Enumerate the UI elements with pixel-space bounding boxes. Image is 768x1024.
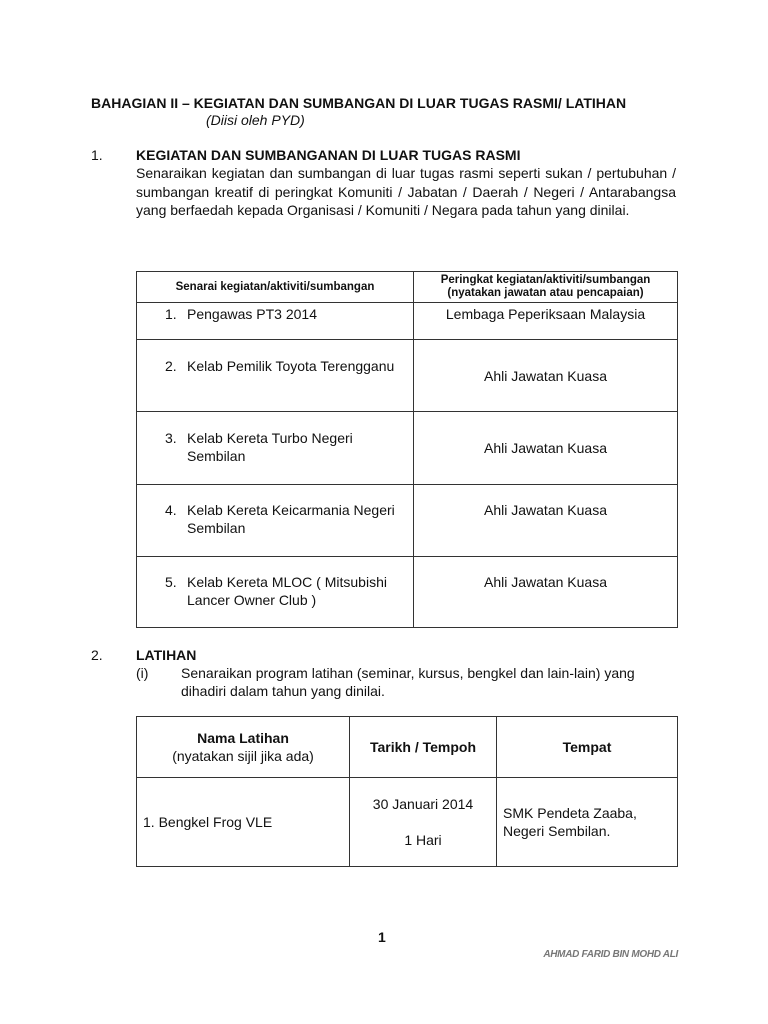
activity-cell [137,340,414,412]
table-row [137,485,678,557]
page-subtitle: (Diisi oleh PYD) [206,112,305,128]
table-header-row [137,717,678,778]
level-cell [414,340,678,412]
activity-name: Kelab Kereta Turbo Negeri Sembilan [187,430,353,464]
table-row [137,557,678,628]
table-row [137,412,678,485]
page-title: BAHAGIAN II – KEGIATAN DAN SUMBANGAN DI LUAR TUGAS RASMI/ LATIHAN [91,95,627,111]
activity-cell [137,412,414,485]
level-text: Ahli Jawatan Kuasa [484,502,607,518]
activity-name: Kelab Pemilik Toyota Terengganu [187,358,395,374]
activity-name: Kelab Kereta Keicarmania Negeri Sembilan [187,502,395,536]
activity-number: 3. [165,430,177,446]
activity-name: Kelab Kereta MLOC ( Mitsubishi Lancer Owner Club ) [187,574,387,608]
level-text: Ahli Jawatan Kuasa [484,574,607,590]
subsection-number: (i) [136,665,149,681]
training-duration: 1 Hari [404,832,442,848]
place-cell [497,778,678,867]
training-place: SMK Pendeta Zaaba, Negeri Sembilan. [503,805,637,839]
activity-number: 2. [165,358,177,374]
level-text: Ahli Jawatan Kuasa [484,440,607,456]
table-row [137,340,678,412]
activity-number: 1. [165,306,177,322]
subsection-text: Senaraikan program latihan (seminar, kursus, bengkel dan lain-lain) yang dihadiri dalam tahun yang dinilai. [181,665,635,699]
activity-name: Pengawas PT3 2014 [187,306,317,322]
activity-cell [137,485,414,557]
section-2-title: LATIHAN [136,647,197,663]
section-2-number: 2. [91,647,103,663]
activity-number: 4. [165,502,177,518]
training-name-cell [137,778,350,867]
activity-cell [137,557,414,628]
level-header-line-1: Peringkat kegiatan/aktiviti/sumbangan [440,274,651,286]
section-1-description: Senaraikan kegiatan dan sumbangan di luar tugas rasmi seperti sukan / pertubuhan / sumbangan kreatif di peringkat Komuniti / Jabatan / Daerah / Negeri / Antarabangsa yang berfaedah kepada Organisasi / Komuniti / Negara pada tahun yang dinilai. [136,165,676,218]
level-text: Ahli Jawatan Kuasa [484,367,607,384]
level-cell [414,485,678,557]
date-cell [350,778,497,867]
activity-column-header: Senarai kegiatan/aktiviti/sumbangan [137,272,414,303]
page-number: 1 [378,929,386,945]
level-header-line-2: (nyatakan jawatan atau pencapaian) [447,287,644,299]
place-header: Tempat [497,717,678,778]
date-header: Tarikh / Tempoh [350,717,497,778]
section-1-number: 1. [91,147,103,163]
training-date: 30 Januari 2014 [372,796,474,812]
activity-table [136,271,678,628]
table-header-row [137,272,678,303]
author-footer: AHMAD FARID BIN MOHD ALI [543,949,678,960]
training-name-header-hint: (nyatakan sijil jika ada) [172,748,314,764]
level-cell [414,412,678,485]
table-row [137,778,678,867]
training-name-header [137,717,350,778]
activity-number: 5. [165,574,177,590]
training-name-header-label: Nama Latihan [197,730,289,746]
level-cell [414,557,678,628]
training-table [136,716,678,867]
level-text: Lembaga Peperiksaan Malaysia [445,306,646,322]
table-row [137,303,678,340]
activity-cell [137,303,414,340]
training-name: 1. Bengkel Frog VLE [143,814,273,830]
level-column-header [414,272,678,303]
section-1-title: KEGIATAN DAN SUMBANGANAN DI LUAR TUGAS RASMI [136,147,521,163]
level-cell [414,303,678,340]
